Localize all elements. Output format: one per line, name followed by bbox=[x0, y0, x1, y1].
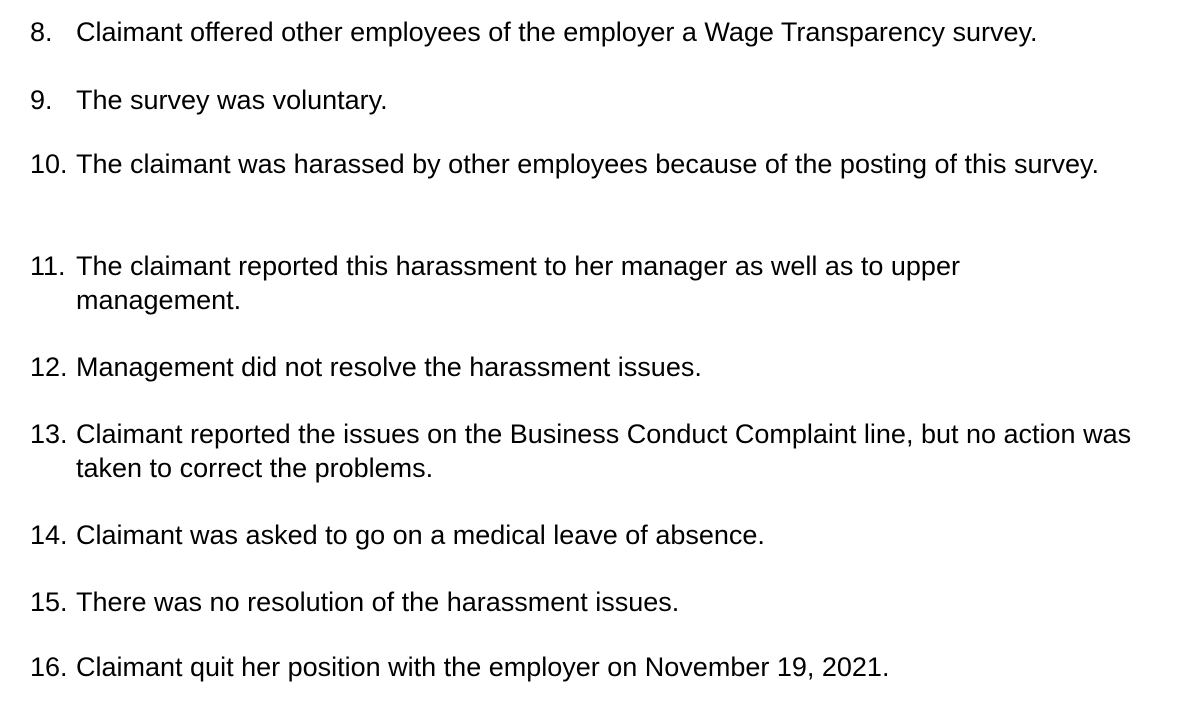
finding-text: Claimant was asked to go on a medical leave of absence. bbox=[76, 520, 765, 550]
finding-number: 8. bbox=[30, 17, 53, 47]
finding-text: The claimant reported this harassment to her manager as well as to upper management. bbox=[76, 251, 960, 315]
finding-number: 9. bbox=[30, 85, 53, 115]
finding-number: 11. bbox=[30, 251, 66, 281]
finding-number: 16. bbox=[30, 652, 68, 682]
finding-number: 13. bbox=[30, 419, 68, 449]
finding-text: The survey was voluntary. bbox=[76, 85, 388, 115]
finding-text: Claimant reported the issues on the Business Conduct Complaint line, but no action was taken to correct the problems. bbox=[76, 419, 1132, 483]
finding-text: Management did not resolve the harassment issues. bbox=[76, 352, 702, 382]
finding-number: 14. bbox=[30, 520, 68, 550]
finding-text: Claimant quit her position with the employer on November 19, 2021. bbox=[76, 652, 890, 682]
finding-number: 15. bbox=[30, 587, 68, 617]
finding-number: 12. bbox=[30, 352, 68, 382]
finding-text: There was no resolution of the harassment issues. bbox=[76, 587, 680, 617]
finding-text: Claimant offered other employees of the employer a Wage Transparency survey. bbox=[76, 17, 1038, 47]
finding-number: 10. bbox=[30, 149, 68, 179]
finding-text: The claimant was harassed by other employees because of the posting of this survey. bbox=[76, 149, 1100, 179]
